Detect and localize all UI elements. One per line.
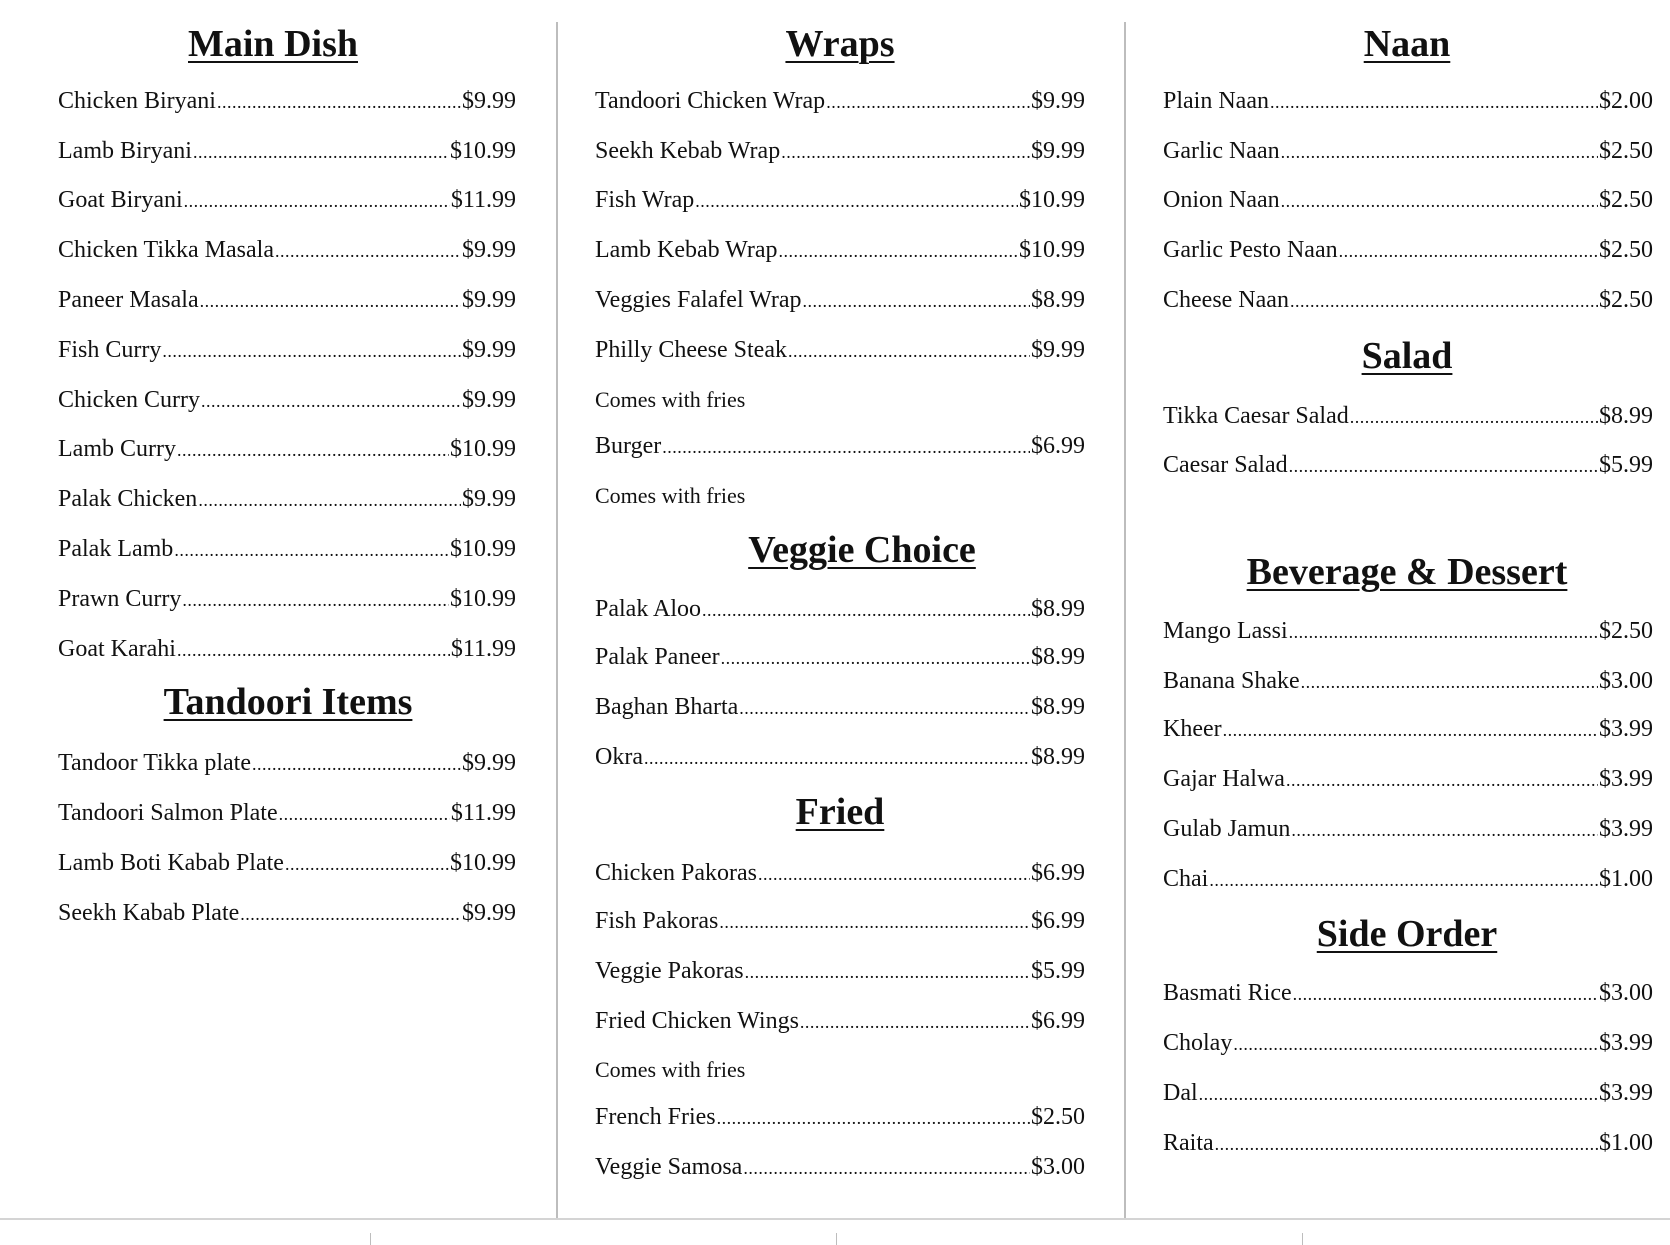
menu-item-name: Garlic Pesto Naan: [1163, 237, 1338, 263]
menu-item-price: $9.99: [462, 337, 516, 363]
menu-item: [595, 1104, 1085, 1131]
menu-item-name: Seekh Kabab Plate: [58, 900, 240, 926]
menu-item-price: $8.99: [1031, 744, 1085, 770]
section-title-side-order: Side Order: [1316, 913, 1498, 955]
leader-dots: [644, 748, 1030, 769]
menu-item-name: Chicken Tikka Masala: [58, 237, 274, 263]
leader-dots: [217, 92, 461, 113]
menu-item: [58, 636, 516, 663]
menu-item-name: Raita: [1163, 1130, 1214, 1156]
menu-item-name: French Fries: [595, 1104, 716, 1130]
leader-dots: [826, 92, 1030, 113]
menu-item-name: Paneer Masala: [58, 287, 199, 313]
menu-item-price: $10.99: [450, 536, 516, 562]
menu-item: [595, 744, 1085, 771]
menu-item: [1163, 1130, 1653, 1157]
menu-item-price: $9.99: [462, 237, 516, 263]
menu-item-price: $3.99: [1599, 1030, 1653, 1056]
leader-dots: [275, 241, 461, 262]
leader-dots: [717, 1108, 1030, 1129]
menu-item: [1163, 1030, 1653, 1057]
menu-item-name: Veggies Falafel Wrap: [595, 287, 802, 313]
menu-item-name: Palak Lamb: [58, 536, 174, 562]
menu-item: [1163, 138, 1653, 165]
leader-dots: [201, 391, 461, 412]
leader-dots: [1286, 770, 1598, 791]
leader-dots: [702, 600, 1030, 621]
menu-item-price: $9.99: [462, 287, 516, 313]
leader-dots: [1290, 291, 1598, 312]
menu-item-name: Seekh Kebab Wrap: [595, 138, 781, 164]
menu-item: [58, 337, 516, 364]
menu-item-price: $9.99: [462, 387, 516, 413]
leader-dots: [1289, 622, 1598, 643]
menu-item-name: Kheer: [1163, 716, 1222, 742]
leader-dots: [758, 864, 1030, 885]
menu-item-price: $2.50: [1031, 1104, 1085, 1130]
leader-dots: [1291, 820, 1598, 841]
leader-dots: [743, 1158, 1030, 1179]
menu-item-price: $10.99: [1019, 237, 1085, 263]
menu-item-name: Fish Pakoras: [595, 908, 719, 934]
menu-item: [58, 88, 516, 115]
menu-item: [58, 287, 516, 314]
menu-note: Comes with fries: [595, 483, 746, 508]
menu-item-price: $9.99: [1031, 88, 1085, 114]
menu-item: [58, 436, 516, 463]
menu-item-price: $5.99: [1031, 958, 1085, 984]
leader-dots: [781, 142, 1030, 163]
leader-dots: [1270, 92, 1598, 113]
section-title-wraps: Wraps: [785, 23, 895, 65]
leader-dots: [662, 437, 1030, 458]
menu-item: [58, 187, 516, 214]
menu-item-name: Fish Wrap: [595, 187, 695, 213]
menu-item-price: $9.99: [1031, 337, 1085, 363]
menu-item-name: Chicken Curry: [58, 387, 200, 413]
menu-item-name: Veggie Samosa: [595, 1154, 743, 1180]
leader-dots: [721, 648, 1030, 669]
menu-item: [58, 138, 516, 165]
menu-item: [58, 586, 516, 613]
leader-dots: [162, 341, 461, 362]
menu-item-price: $9.99: [1031, 138, 1085, 164]
menu-item-price: $8.99: [1031, 287, 1085, 313]
menu-item-name: Okra: [595, 744, 643, 770]
menu-item-name: Tandoori Chicken Wrap: [595, 88, 826, 114]
menu-item: [595, 287, 1085, 314]
leader-dots: [1281, 142, 1598, 163]
menu-item-price: $2.50: [1599, 187, 1653, 213]
leader-dots: [174, 540, 449, 561]
menu-item: [595, 187, 1085, 214]
menu-item-name: Palak Chicken: [58, 486, 198, 512]
menu-item-price: $10.99: [1019, 187, 1085, 213]
leader-dots: [193, 142, 449, 163]
menu-item: [595, 337, 1085, 364]
section-title-veggie-choice: Veggie Choice: [748, 529, 976, 571]
menu-item: [1163, 866, 1653, 893]
menu-item: [595, 958, 1085, 985]
menu-item-price: $3.00: [1599, 668, 1653, 694]
menu-item-name: Banana Shake: [1163, 668, 1300, 694]
leader-dots: [184, 191, 450, 212]
menu-item: [1163, 452, 1653, 479]
leader-dots: [1199, 1084, 1598, 1105]
ruler-tick: [836, 1233, 837, 1245]
menu-item-price: $2.50: [1599, 287, 1653, 313]
menu-item: [595, 1154, 1085, 1181]
menu-item-price: $3.00: [1599, 980, 1653, 1006]
menu-item-price: $3.99: [1599, 766, 1653, 792]
menu-item-price: $5.99: [1599, 452, 1653, 478]
menu-item-name: Veggie Pakoras: [595, 958, 744, 984]
menu-item: [1163, 403, 1653, 430]
ruler-tick: [370, 1233, 371, 1245]
menu-item: [58, 387, 516, 414]
menu-item-price: $2.50: [1599, 138, 1653, 164]
menu-item-price: $11.99: [450, 636, 516, 662]
menu-item-name: Caesar Salad: [1163, 452, 1288, 478]
menu-item-price: $8.99: [1031, 694, 1085, 720]
menu-item-name: Goat Karahi: [58, 636, 176, 662]
leader-dots: [1289, 456, 1598, 477]
menu-item-name: Goat Biryani: [58, 187, 183, 213]
section-title-tandoori-items: Tandoori Items: [163, 681, 413, 723]
menu-item: [1163, 766, 1653, 793]
menu-item-price: $10.99: [450, 436, 516, 462]
menu-item-price: $1.00: [1599, 1130, 1653, 1156]
menu-item-price: $6.99: [1031, 860, 1085, 886]
menu-item: [58, 486, 516, 513]
menu-item-name: Gajar Halwa: [1163, 766, 1285, 792]
menu-item-price: $6.99: [1031, 433, 1085, 459]
menu-item-name: Tandoori Salmon Plate: [58, 800, 278, 826]
menu-item: [1163, 668, 1653, 695]
section-title-naan: Naan: [1363, 23, 1451, 65]
section-title-fried: Fried: [795, 791, 885, 833]
menu-item-name: Tikka Caesar Salad: [1163, 403, 1349, 429]
menu-item: [1163, 88, 1653, 115]
menu-item: [595, 694, 1085, 721]
leader-dots: [1350, 407, 1598, 428]
leader-dots: [803, 291, 1030, 312]
leader-dots: [200, 291, 461, 312]
menu-item-price: $6.99: [1031, 1008, 1085, 1034]
menu-item-name: Dal: [1163, 1080, 1198, 1106]
menu-item: [58, 850, 516, 877]
menu-item-name: Fish Curry: [58, 337, 162, 363]
menu-item-price: $10.99: [450, 138, 516, 164]
leader-dots: [240, 904, 461, 925]
menu-item: [1163, 716, 1653, 743]
leader-dots: [800, 1012, 1030, 1033]
leader-dots: [1215, 1134, 1598, 1155]
leader-dots: [739, 698, 1030, 719]
menu-item-name: Philly Cheese Steak: [595, 337, 787, 363]
menu-item-name: Chai: [1163, 866, 1209, 892]
menu-item-name: Baghan Bharta: [595, 694, 739, 720]
leader-dots: [788, 341, 1030, 362]
menu-item-price: $2.50: [1599, 618, 1653, 644]
column-divider-right: [1124, 22, 1126, 1218]
menu-item-price: $9.99: [462, 750, 516, 776]
menu-item-price: $8.99: [1599, 403, 1653, 429]
leader-dots: [198, 490, 461, 511]
menu-item: [58, 237, 516, 264]
leader-dots: [1281, 191, 1598, 212]
ruler-tick: [1302, 1233, 1303, 1245]
menu-note: Comes with fries: [595, 387, 746, 412]
menu-item-price: $3.99: [1599, 816, 1653, 842]
leader-dots: [252, 754, 461, 775]
leader-dots: [177, 440, 449, 461]
menu-item-price: $8.99: [1031, 596, 1085, 622]
menu-item-name: Prawn Curry: [58, 586, 182, 612]
menu-item-price: $9.99: [462, 88, 516, 114]
menu-item: [595, 138, 1085, 165]
menu-item-price: $9.99: [462, 486, 516, 512]
menu-item: [1163, 816, 1653, 843]
leader-dots: [1339, 241, 1598, 262]
menu-item: [58, 536, 516, 563]
leader-dots: [182, 590, 449, 611]
menu-item-name: Garlic Naan: [1163, 138, 1280, 164]
menu-item: [595, 1008, 1085, 1035]
menu-note: Comes with fries: [595, 1057, 746, 1082]
leader-dots: [1223, 720, 1598, 741]
menu-item-name: Lamb Curry: [58, 436, 176, 462]
menu-item: [595, 908, 1085, 935]
menu-item: [1163, 287, 1653, 314]
column-divider-left: [556, 22, 558, 1218]
page-bottom-border: [0, 1218, 1670, 1220]
menu-item-name: Lamb Biryani: [58, 138, 192, 164]
menu-item: [595, 88, 1085, 115]
menu-item: [1163, 187, 1653, 214]
menu-item-price: $2.00: [1599, 88, 1653, 114]
menu-item-price: $3.99: [1599, 1080, 1653, 1106]
section-title-beverage-dessert: Beverage & Dessert: [1246, 551, 1568, 593]
leader-dots: [695, 191, 1018, 212]
leader-dots: [279, 804, 450, 825]
menu-item-name: Lamb Kebab Wrap: [595, 237, 778, 263]
menu-item: [595, 433, 1085, 460]
menu-item-price: $3.99: [1599, 716, 1653, 742]
menu-item-name: Palak Paneer: [595, 644, 720, 670]
menu-item-name: Palak Aloo: [595, 596, 701, 622]
leader-dots: [1301, 672, 1598, 693]
leader-dots: [1233, 1034, 1598, 1055]
menu-item: [1163, 237, 1653, 264]
menu-item-name: Cheese Naan: [1163, 287, 1289, 313]
menu-item: [1163, 618, 1653, 645]
menu-item-price: $8.99: [1031, 644, 1085, 670]
menu-item-name: Gulab Jamun: [1163, 816, 1291, 842]
menu-item-price: $2.50: [1599, 237, 1653, 263]
menu-item-name: Chicken Biryani: [58, 88, 216, 114]
menu-item-name: Lamb Boti Kabab Plate: [58, 850, 284, 876]
menu-item: [1163, 980, 1653, 1007]
menu-item: [595, 860, 1085, 887]
menu-item: [58, 750, 516, 777]
menu-item-price: $6.99: [1031, 908, 1085, 934]
section-title-salad: Salad: [1361, 335, 1453, 377]
menu-item: [595, 596, 1085, 623]
menu-item-price: $1.00: [1599, 866, 1653, 892]
menu-item-price: $11.99: [450, 187, 516, 213]
menu-item-price: $11.99: [450, 800, 516, 826]
menu-item: [1163, 1080, 1653, 1107]
menu-item-price: $3.00: [1031, 1154, 1085, 1180]
leader-dots: [1293, 984, 1598, 1005]
menu-item-name: Cholay: [1163, 1030, 1233, 1056]
section-title-main-dish: Main Dish: [188, 23, 358, 65]
leader-dots: [719, 912, 1030, 933]
menu-item: [58, 800, 516, 827]
leader-dots: [1209, 870, 1598, 891]
menu-item: [595, 237, 1085, 264]
menu-item-name: Burger: [595, 433, 662, 459]
menu-item-price: $10.99: [450, 586, 516, 612]
menu-item-name: Plain Naan: [1163, 88, 1269, 114]
menu-item-name: Fried Chicken Wings: [595, 1008, 799, 1034]
leader-dots: [779, 241, 1018, 262]
leader-dots: [177, 640, 450, 661]
menu-item: [58, 900, 516, 927]
menu-item-name: Tandoor Tikka plate: [58, 750, 251, 776]
menu-item-price: $10.99: [450, 850, 516, 876]
menu-item-name: Onion Naan: [1163, 187, 1280, 213]
menu-item-name: Basmati Rice: [1163, 980, 1292, 1006]
menu-item-name: Chicken Pakoras: [595, 860, 757, 886]
menu-item: [595, 644, 1085, 671]
leader-dots: [285, 854, 449, 875]
menu-item-name: Mango Lassi: [1163, 618, 1288, 644]
menu-item-price: $9.99: [462, 900, 516, 926]
leader-dots: [745, 962, 1030, 983]
